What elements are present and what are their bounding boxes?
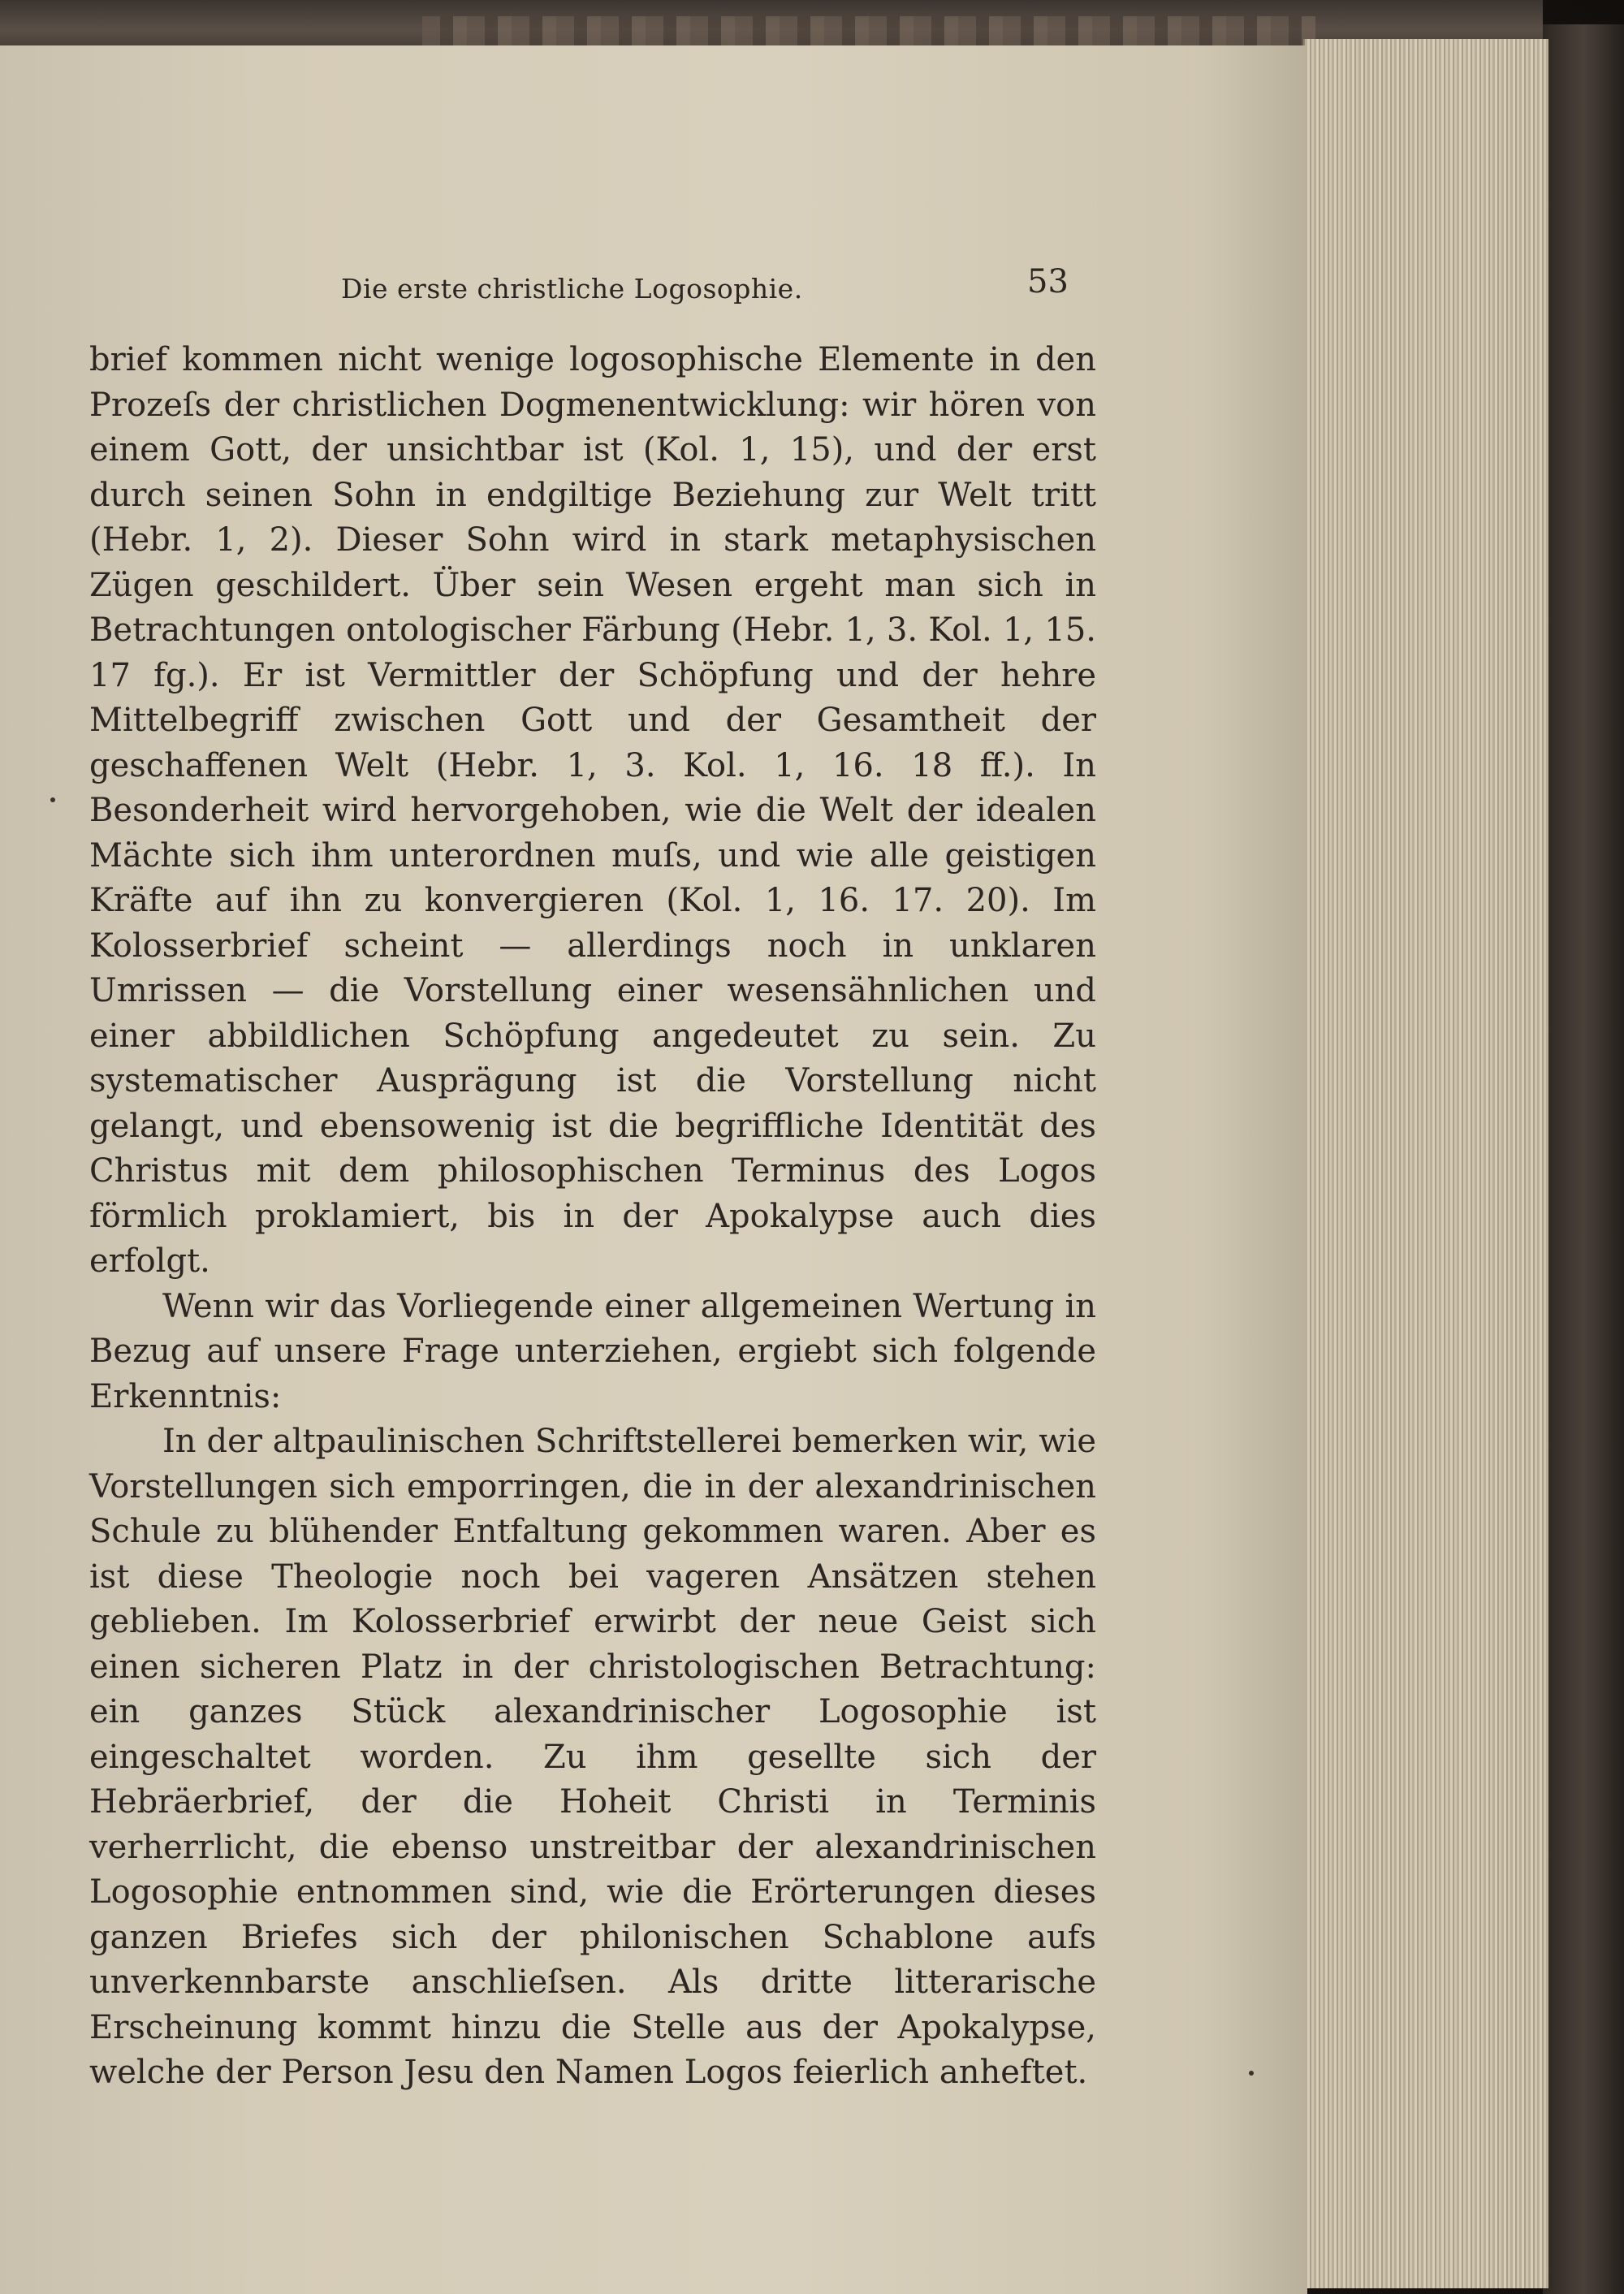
paragraph-2: Wenn wir das Vorliegende einer allgemeinen Wertung in Bezug auf unsere Frage unterziehen, ergiebt sich folgende Erkenntnis: — [89, 1287, 1096, 1415]
book-page — [0, 45, 1307, 2294]
page-speck — [50, 797, 55, 802]
book-binding-right — [1543, 24, 1624, 2294]
running-title: Die erste christliche Logosophie. — [341, 273, 803, 305]
running-head — [89, 216, 1096, 305]
paragraph-3: In der altpaulinischen Schriftstellerei bemerken wir, wie Vorstellungen sich emporringen, die in der alexandrinischen Schule zu blühender Entfaltung gekommen waren. Aber es ist diese Theologie noch bei vageren Ansätzen stehen geblieben. Im Kolosserbrief erwirbt der neue Geist sich einen sicheren Platz in der christologischen Betrachtung: ein ganzes Stück alexandrinischer Logosophie ist eingeschaltet worden. Zu ihm gesellte sich der Hebräerbrief, der die Hoheit Christi in Terminis verherrlicht, die ebenso unstreitbar der alexandrinischen Logosophie entnommen sind, wie die Erörterungen dieses ganzen Briefes sich der philonischen Schablone aufs unverkennbarste anschlieſsen. Als dritte litterarische Erscheinung kommt hinzu die Stelle aus der Apokalypse, welche der Person Jesu den Namen Logos feierlich anheftet. — [89, 1423, 1096, 2091]
body-text — [89, 338, 1096, 2096]
page-block-edges — [1303, 39, 1548, 2288]
paragraph-1: brief kommen nicht wenige logosophische Elemente in den Prozeſs der christlichen Dogmenentwicklung: wir hören von einem Gott, der unsichtbar ist (Kol. 1, 15), und der erst durch seinen Sohn in endgiltige Beziehung zur Welt tritt (Hebr. 1, 2). Dieser Sohn wird in stark metaphysischen Zügen geschildert. Über sein Wesen ergeht man sich in Betrachtungen ontologischer Färbung (Hebr. 1, 3. Kol. 1, 15. 17 fg.). Er ist Vermittler der Schöpfung und der hehre Mittelbegriff zwischen Gott und der Gesamtheit der geschaffenen Welt (Hebr. 1, 3. Kol. 1, 16. 18 ff.). In Besonderheit wird hervorgehoben, wie die Welt der idealen Mächte sich ihm unterordnen muſs, und wie alle geistigen Kräfte auf ihn zu konvergieren (Kol. 1, 16. 17. 20). Im Kolosserbrief scheint — allerdings noch in unklaren Umrissen — die Vorstellung einer wesensähnlichen und einer abbildlichen Schöpfung angedeutet zu sein. Zu systematischer Ausprägung ist die Vorstellung nicht gelangt, und ebensowenig ist die begriffliche Identität des Christus mit dem philosophischen Terminus des Logos förmlich proklamiert, bis in der Apokalypse auch dies erfolgt. — [89, 341, 1096, 1280]
page-number: 53 — [1027, 263, 1069, 300]
page-content — [89, 216, 1096, 2096]
page-speck — [1249, 2071, 1254, 2076]
